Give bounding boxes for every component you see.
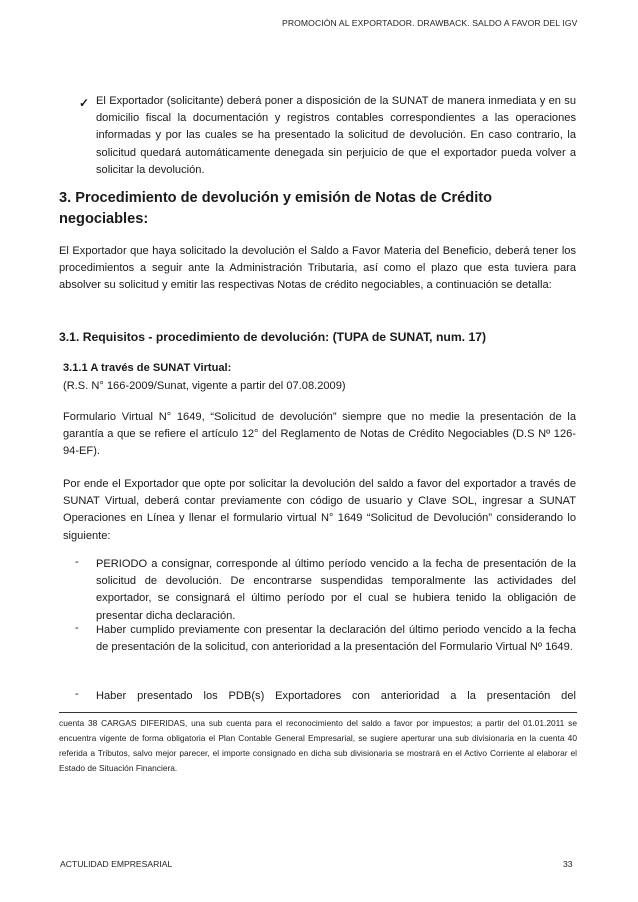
section-311-subheading: (R.S. N° 166-2009/Sunat, vigente a partir del 07.08.2009) <box>63 380 346 392</box>
footnote: cuenta 38 CARGAS DIFERIDAS, una sub cuenta para el reconocimiento del saldo a favor por impuestos; a partir del 01.01.2011 se encuentra vigente de forma obligatoria el Plan Contable General Empresarial, se sugiere aperturar una sub divisionaria en la cuenta 40 referida a Tributos, salvo mejor parecer, el importe consignado en dicha sub divisionaria se mostrará en el Activo Corriente al elaborar el Estado de Situación Financiera. <box>59 718 577 773</box>
section-3-intro: El Exportador que haya solicitado la devolución el Saldo a Favor Materia del Beneficio, deberá tener los procedimientos a seguir ante la Administración Tributaria, así como el plazo que esta tuviera para absolver su solicitud y emitir las respectivas Notas de crédito negociables, a continuación se detalla: <box>59 245 576 292</box>
list-item: PERIODO a consignar, corresponde al último período vencido a la fecha de presentación de la solicitud de devolución. De encontrarse suspendidas temporalmente las actividades del exportador, se consignará el último período por el cual se hubiera tenido la obligación de presentar dicha declaración. <box>96 558 576 622</box>
list-item-marker: - <box>75 688 79 700</box>
footnote-separator <box>59 712 577 713</box>
section-3-heading-line2: negociables: <box>59 211 149 227</box>
list-item: Haber cumplido previamente con presentar la declaración del último periodo vencido a la fecha de presentación de la solicitud, con anterioridad a la presentación del Formulario Virtual Nº 1649. <box>96 624 576 654</box>
section-3-heading-line1: 3. Procedimiento de devolución y emisión de Notas de Crédito <box>59 190 493 206</box>
section-311-heading: 3.1.1 A través de SUNAT Virtual: <box>63 362 232 374</box>
section-311-para2: Por ende el Exportador que opte por solicitar la devolución del saldo a favor del exportador a través de SUNAT Virtual, deberá contar previamente con código de usuario y Clave SOL, ingresar a SUNAT Operaciones en Línea y llenar el formulario virtual N° 1649 “Solicitud de Devolución” considerando lo siguiente: <box>63 478 576 542</box>
section-31-heading: 3.1. Requisitos - procedimiento de devolución: (TUPA de SUNAT, num. 17) <box>59 330 487 344</box>
bullet-check-text: El Exportador (solicitante) deberá poner a disposición de la SUNAT de manera inmediata y en su domicilio fiscal la documentación y registros contables correspondientes a las operaciones informadas y por las cuales se ha presentado la solicitud de devolución. En caso contrario, la solicitud quedará automáticamente denegada sin perjuicio de que el exportador pueda volver a solicitar la devolución. <box>96 95 576 176</box>
running-header: PROMOCIÓN AL EXPORTADOR. DRAWBACK. SALDO A FAVOR DEL IGV <box>282 18 578 28</box>
page-number: 33 <box>563 859 573 869</box>
check-icon: ✓ <box>79 96 90 110</box>
section-311-para1: Formulario Virtual N° 1649, “Solicitud de devolución” siempre que no medie la presentación de la garantía a que se refiere el artículo 12° del Reglamento de Notas de Crédito Negociables (D.S Nº 126-94-EF). <box>63 411 576 458</box>
list-item-marker: - <box>75 556 79 568</box>
list-item-marker: - <box>75 622 79 634</box>
list-item: Haber presentado los PDB(s) Exportadores con anterioridad a la presentación del <box>96 690 576 702</box>
footer-publication: ACTULIDAD EMPRESARIAL <box>60 859 173 869</box>
